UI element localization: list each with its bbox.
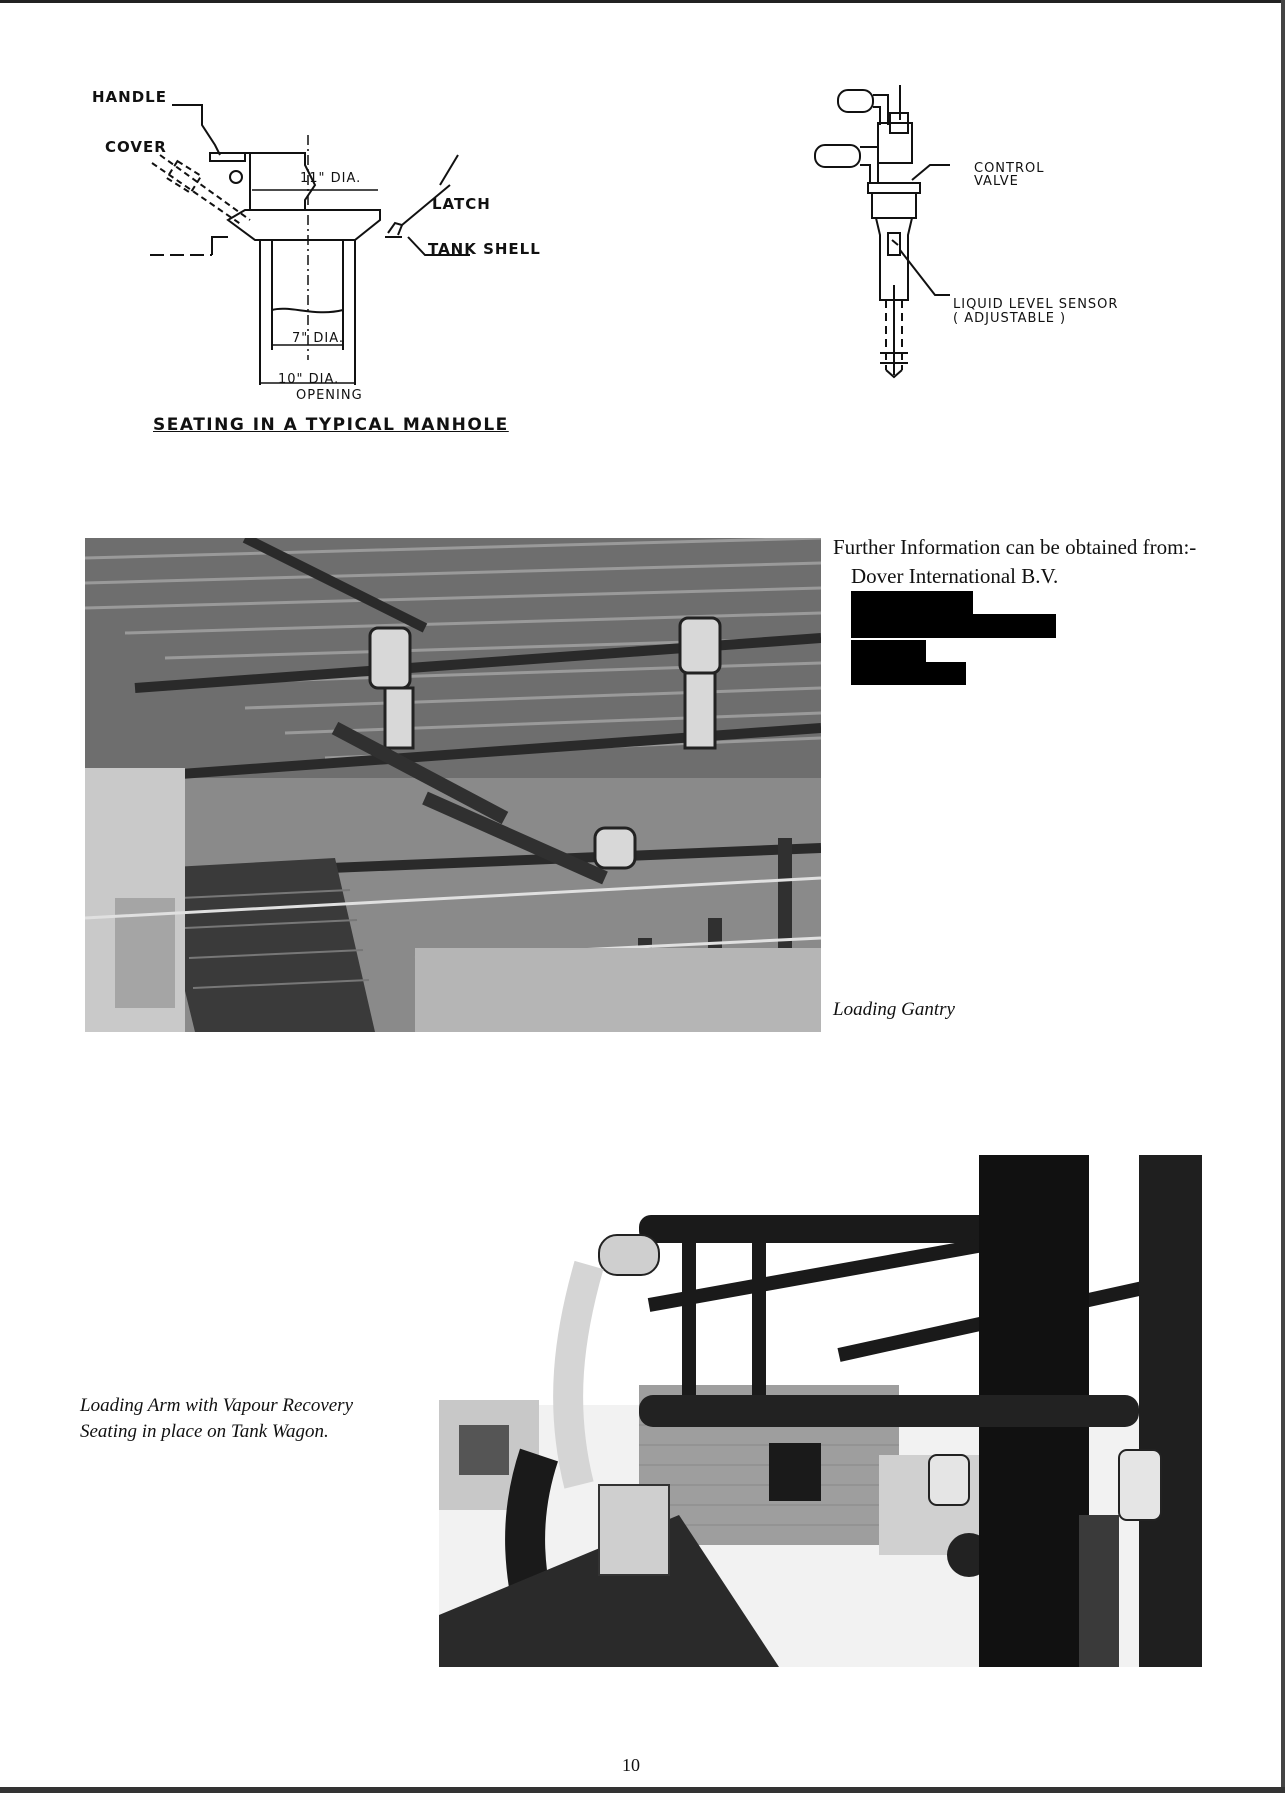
- liquid-level-sensor-label-line1: LIQUID LEVEL SENSOR: [953, 297, 1119, 312]
- redaction-bar: [851, 614, 1056, 638]
- dia-11-label: 11" DIA.: [300, 171, 362, 186]
- latch-label: LATCH: [432, 195, 491, 213]
- loading-arm-photo: [439, 1155, 1202, 1667]
- loading-arm-caption-line2: Seating in place on Tank Wagon.: [80, 1421, 329, 1442]
- cover-label: COVER: [105, 138, 167, 156]
- loading-gantry-caption: Loading Gantry: [833, 999, 955, 1020]
- dia-10-label: 10" DIA.: [278, 372, 340, 387]
- page-top-edge: [0, 0, 1285, 3]
- page-number: 10: [622, 1755, 640, 1775]
- dia-7-label: 7" DIA.: [292, 331, 345, 346]
- liquid-level-sensor-label-line2: ( ADJUSTABLE ): [953, 311, 1067, 326]
- page-right-edge: [1281, 0, 1285, 1793]
- valve-diagram-drawing: [800, 85, 960, 380]
- opening-label: OPENING: [296, 388, 363, 403]
- handle-label: HANDLE: [92, 88, 167, 106]
- redaction-bar: [851, 591, 973, 614]
- tank-shell-label: TANK SHELL: [428, 240, 541, 258]
- page-bottom-edge: [0, 1787, 1285, 1793]
- contact-company: Dover International B.V.: [851, 564, 1059, 588]
- loading-gantry-photo: [85, 538, 821, 1032]
- control-valve-label-line2: VALVE: [974, 174, 1019, 189]
- redaction-bar: [851, 640, 926, 662]
- manhole-diagram-title: SEATING IN A TYPICAL MANHOLE: [153, 415, 509, 435]
- contact-heading: Further Information can be obtained from:-: [833, 535, 1197, 559]
- redaction-bar: [851, 662, 966, 685]
- control-valve-label-line1: CONTROL: [974, 161, 1045, 176]
- loading-arm-caption-line1: Loading Arm with Vapour Recovery: [80, 1395, 354, 1416]
